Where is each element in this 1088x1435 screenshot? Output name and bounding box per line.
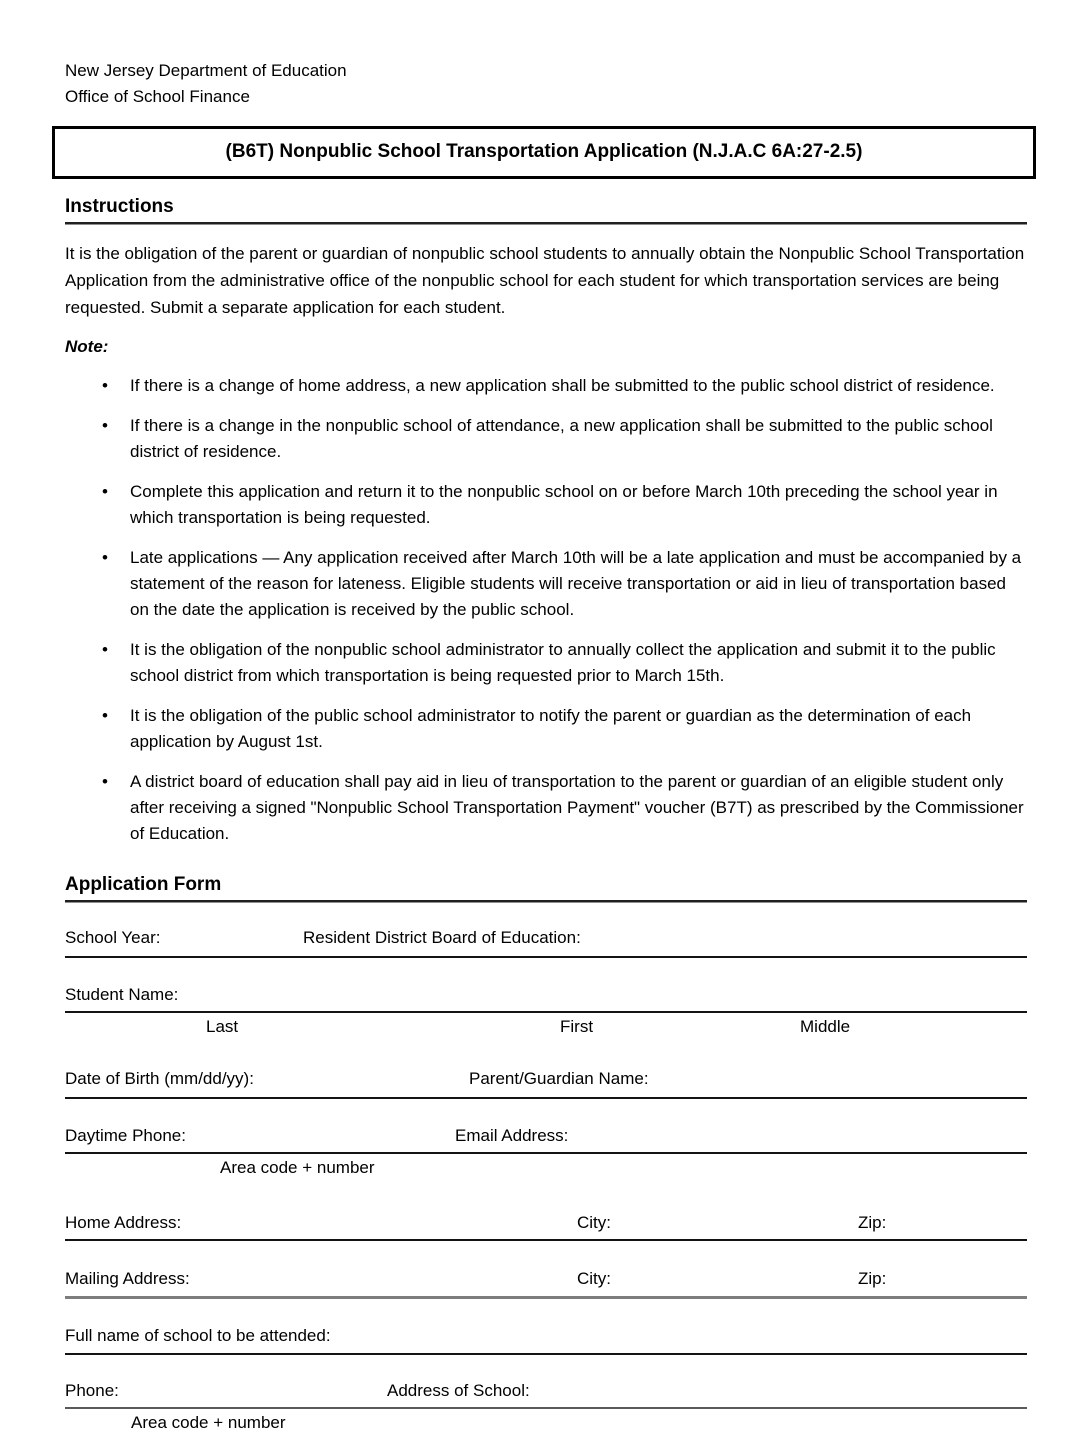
form-title-box xyxy=(52,126,1036,179)
instructions-heading: Instructions xyxy=(65,196,174,217)
dob-label: Date of Birth (mm/dd/yy): xyxy=(65,1069,254,1088)
student-name-sublabels xyxy=(65,1017,1027,1041)
note-item: • If there is a change in the nonpublic school of attendance, a new application shall be submitted to the public school district of residence. xyxy=(65,413,1027,465)
note-item: • If there is a change of home address, a new application shall be submitted to the public school district of residence. xyxy=(65,373,1027,399)
daytime-phone-row xyxy=(65,1126,1027,1154)
school-phone-hint-row xyxy=(65,1413,1027,1435)
agency-header xyxy=(65,58,1027,110)
form-title: (B6T) Nonpublic School Transportation Application (N.J.A.C 6A:27-2.5) xyxy=(225,141,863,162)
email-label: Email Address: xyxy=(455,1126,569,1145)
parent-guardian-label: Parent/Guardian Name: xyxy=(469,1069,649,1088)
school-area-code-hint: Area code + number xyxy=(131,1413,286,1432)
home-address-label: Home Address: xyxy=(65,1213,182,1232)
dob-row xyxy=(65,1069,1027,1099)
student-name-label: Student Name: xyxy=(65,985,179,1004)
note-label: Note: xyxy=(65,337,109,356)
school-phone-row xyxy=(65,1381,1027,1409)
notes-list xyxy=(65,373,1027,847)
agency-office: Office of School Finance xyxy=(65,87,250,106)
mailing-zip-label: Zip: xyxy=(858,1269,887,1288)
daytime-phone-label: Daytime Phone: xyxy=(65,1126,186,1145)
note-item: • It is the obligation of the public school administrator to notify the parent or guardian as the determination of each application by August 1st. xyxy=(65,703,1027,755)
resident-district-label: Resident District Board of Education: xyxy=(303,928,581,947)
note-item: • It is the obligation of the nonpublic school administrator to annually collect the application and submit it to the public school district from which transportation is being requested prior to March 15th. xyxy=(65,637,1027,689)
school-year-label: School Year: xyxy=(65,928,161,947)
home-city-label: City: xyxy=(577,1213,611,1232)
mailing-city-label: City: xyxy=(577,1269,611,1288)
note-item: • A district board of education shall pay aid in lieu of transportation to the parent or guardian of an eligible student only after receiving a signed "Nonpublic School Transportation Payment" voucher (B7T) as prescribed by the Commissioner of Education. xyxy=(65,769,1027,847)
instructions-intro: It is the obligation of the parent or guardian of nonpublic school students to annually obtain the Nonpublic School Transportation Application from the administrative office of the nonpublic school for each student for which transportation services are being requested. Submit a separate application for each student. xyxy=(65,244,1025,317)
school-name-label: Full name of school to be attended: xyxy=(65,1326,331,1345)
agency-name: New Jersey Department of Education xyxy=(65,61,347,80)
application-form-heading: Application Form xyxy=(65,874,222,895)
home-address-row xyxy=(65,1213,1027,1241)
note-item: • Complete this application and return it to the nonpublic school on or before March 10th preceding the school year in which transportation is being requested. xyxy=(65,479,1027,531)
mailing-address-row xyxy=(65,1269,1027,1299)
school-phone-label: Phone: xyxy=(65,1381,119,1400)
home-zip-label: Zip: xyxy=(858,1213,887,1232)
school-name-row xyxy=(65,1326,1027,1355)
name-last-label: Last xyxy=(206,1017,239,1036)
note-item: • Late applications — Any application received after March 10th will be a late application and must be accompanied by a statement of the reason for lateness. Eligible students will receive transportation or aid in lieu of transportation based on the date the application is received by the public school. xyxy=(65,545,1027,623)
mailing-address-label: Mailing Address: xyxy=(65,1269,190,1288)
school-address-label: Address of School: xyxy=(387,1381,530,1400)
name-first-label: First xyxy=(560,1017,594,1036)
application-form-rule xyxy=(65,900,1027,903)
instructions-rule xyxy=(65,222,1027,225)
phone-hint-row xyxy=(65,1158,1027,1180)
school-year-row xyxy=(65,928,1027,958)
name-middle-label: Middle xyxy=(800,1017,851,1036)
student-name-row xyxy=(65,985,1027,1013)
area-code-hint: Area code + number xyxy=(220,1158,375,1177)
